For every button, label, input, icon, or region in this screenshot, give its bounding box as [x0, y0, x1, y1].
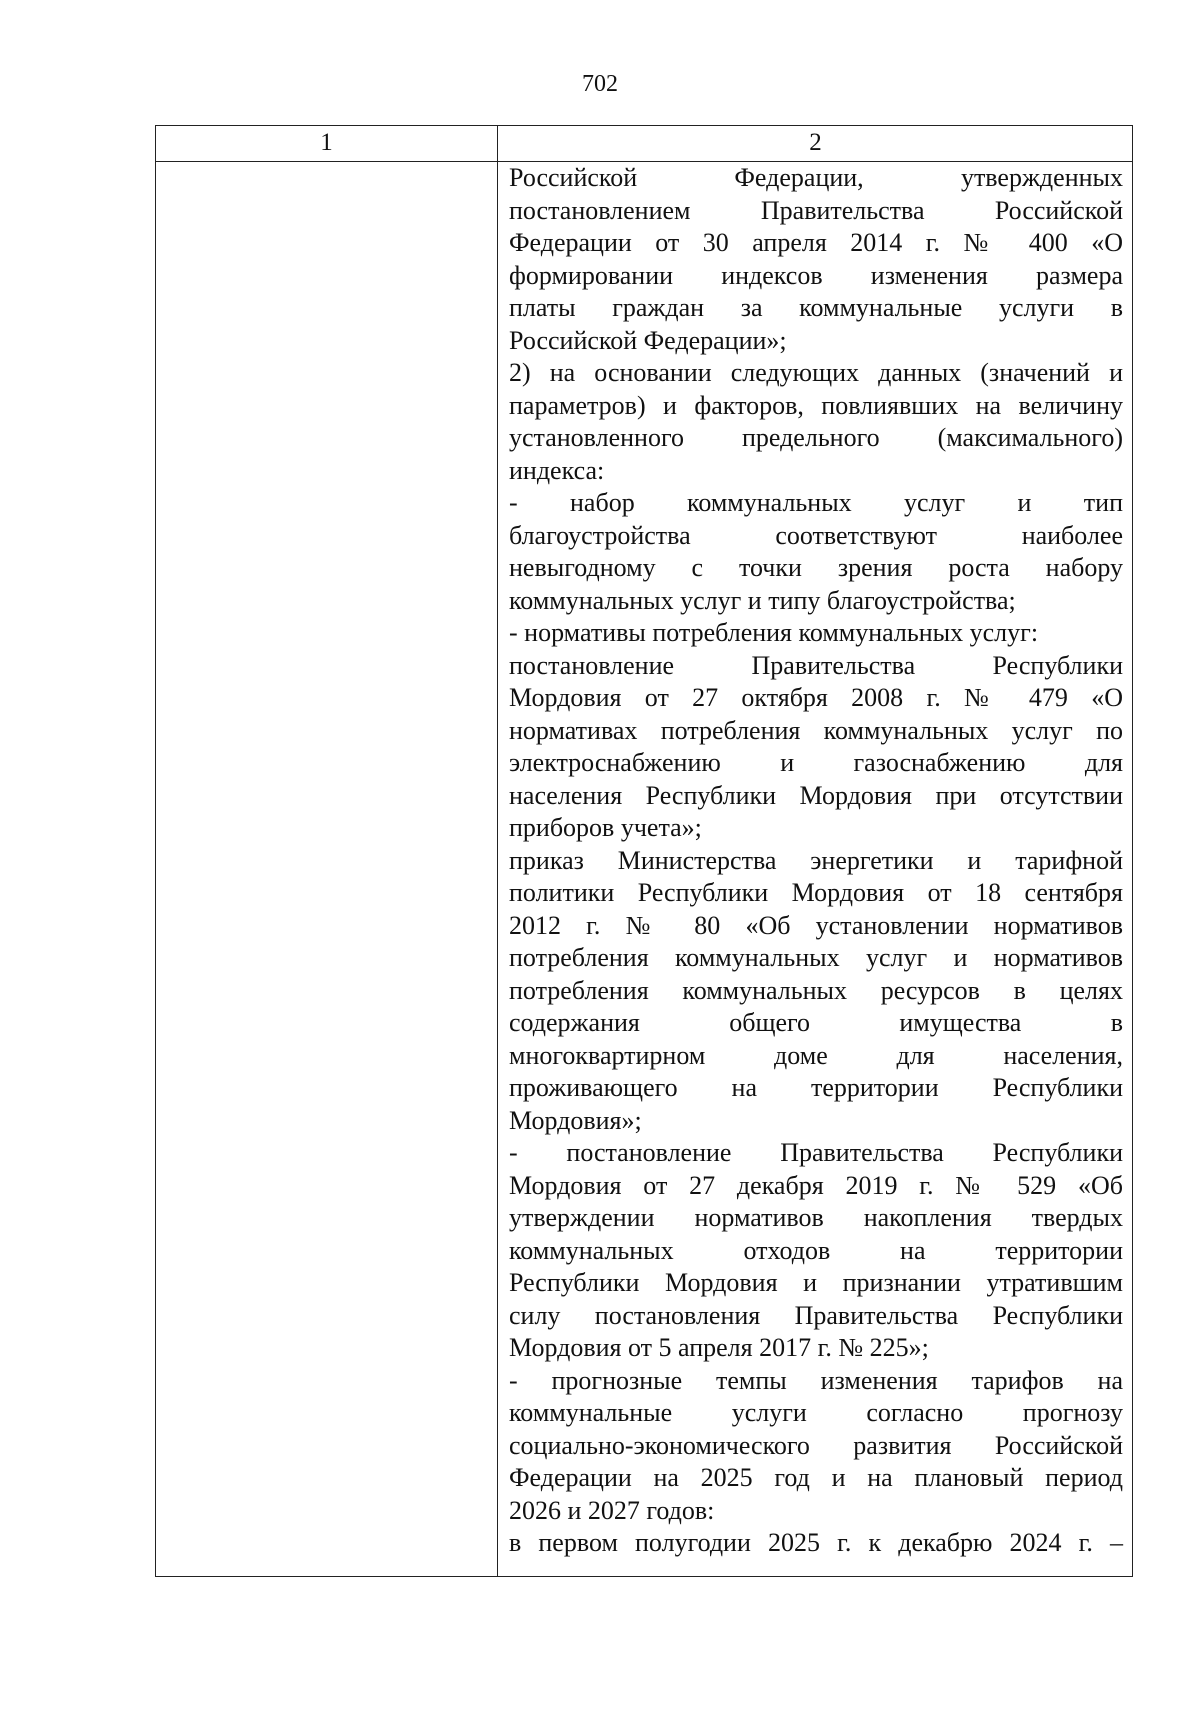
- text-line: Российской Федерации, утвержденных: [509, 163, 1123, 192]
- text-line: постановлением Правительства Российской: [509, 195, 1123, 225]
- text-line: Мордовия от 5 апреля 2017 г. № 225»;: [509, 1333, 929, 1362]
- document-table: [155, 125, 1133, 1577]
- text-line: утверждении нормативов накопления твердых: [509, 1203, 1123, 1232]
- table-cell-column-2: [509, 162, 1123, 1560]
- text-line: приборов учета»;: [509, 813, 702, 842]
- text-line: коммунальных услуг и типу благоустройства;: [509, 585, 1016, 615]
- text-line: платы граждан за коммунальные услуги в: [509, 293, 1123, 322]
- table-header-row: [156, 126, 1132, 162]
- text-line: политики Республики Мордовия от 18 сентября: [509, 878, 1123, 907]
- text-line: Мордовия от 27 декабря 2019 г. № 529 «Об: [509, 1170, 1123, 1200]
- text-line: благоустройства соответствуют наиболее: [509, 520, 1123, 550]
- text-line: - прогнозные темпы изменения тарифов на: [509, 1365, 1123, 1395]
- text-line: установленного предельного (максимального): [509, 423, 1123, 452]
- text-line: Федерации от 30 апреля 2014 г. № 400 «О: [509, 228, 1123, 257]
- text-line: потребления коммунальных ресурсов в целях: [509, 975, 1123, 1005]
- text-line: параметров) и факторов, повлиявших на величину: [509, 390, 1123, 420]
- text-line: 2012 г. № 80 «Об установлении нормативов: [509, 910, 1123, 940]
- text-line: коммунальные услуги согласно прогнозу: [509, 1398, 1123, 1427]
- text-line: индекса:: [509, 455, 605, 485]
- text-line: Федерации на 2025 год и на плановый период: [509, 1463, 1123, 1492]
- text-line: потребления коммунальных услуг и нормативов: [509, 943, 1123, 972]
- text-line: - постановление Правительства Республики: [509, 1138, 1123, 1167]
- text-line: нормативах потребления коммунальных услуг по: [509, 715, 1123, 745]
- text-line: - нормативы потребления коммунальных услуг:: [509, 618, 1039, 647]
- text-line: электроснабжению и газоснабжению для: [509, 748, 1123, 777]
- text-line: Республики Мордовия и признании утратившим: [509, 1268, 1123, 1297]
- text-line: Мордовия от 27 октября 2008 г. № 479 «О: [509, 683, 1123, 712]
- text-line: 2) на основании следующих данных (значений и: [509, 358, 1123, 387]
- text-line: коммунальных отходов на территории: [509, 1235, 1123, 1265]
- text-line: формировании индексов изменения размера: [509, 260, 1123, 290]
- text-line: - набор коммунальных услуг и тип: [509, 488, 1123, 517]
- text-line: силу постановления Правительства Республики: [509, 1300, 1123, 1330]
- column-divider: [497, 126, 498, 1576]
- text-line: в первом полугодии 2025 г. к декабрю 2024 г. –: [509, 1528, 1123, 1557]
- text-line: 2026 и 2027 годов:: [509, 1495, 715, 1525]
- column-header-1: 1: [320, 129, 333, 156]
- text-line: приказ Министерства энергетики и тарифной: [509, 845, 1123, 875]
- text-line: содержания общего имущества в: [509, 1008, 1123, 1037]
- text-line: социально-экономического развития Российской: [509, 1430, 1123, 1460]
- text-line: постановление Правительства Республики: [509, 650, 1123, 680]
- text-line: Мордовия»;: [509, 1105, 642, 1135]
- text-line: проживающего на территории Республики: [509, 1073, 1123, 1102]
- text-line: населения Республики Мордовия при отсутствии: [509, 780, 1123, 810]
- page-number: 702: [582, 71, 618, 97]
- column-header-2: 2: [809, 129, 822, 156]
- text-line: Российской Федерации»;: [509, 325, 787, 355]
- text-line: многоквартирном доме для населения,: [509, 1040, 1123, 1070]
- text-line: невыгодному с точки зрения роста набору: [509, 553, 1123, 582]
